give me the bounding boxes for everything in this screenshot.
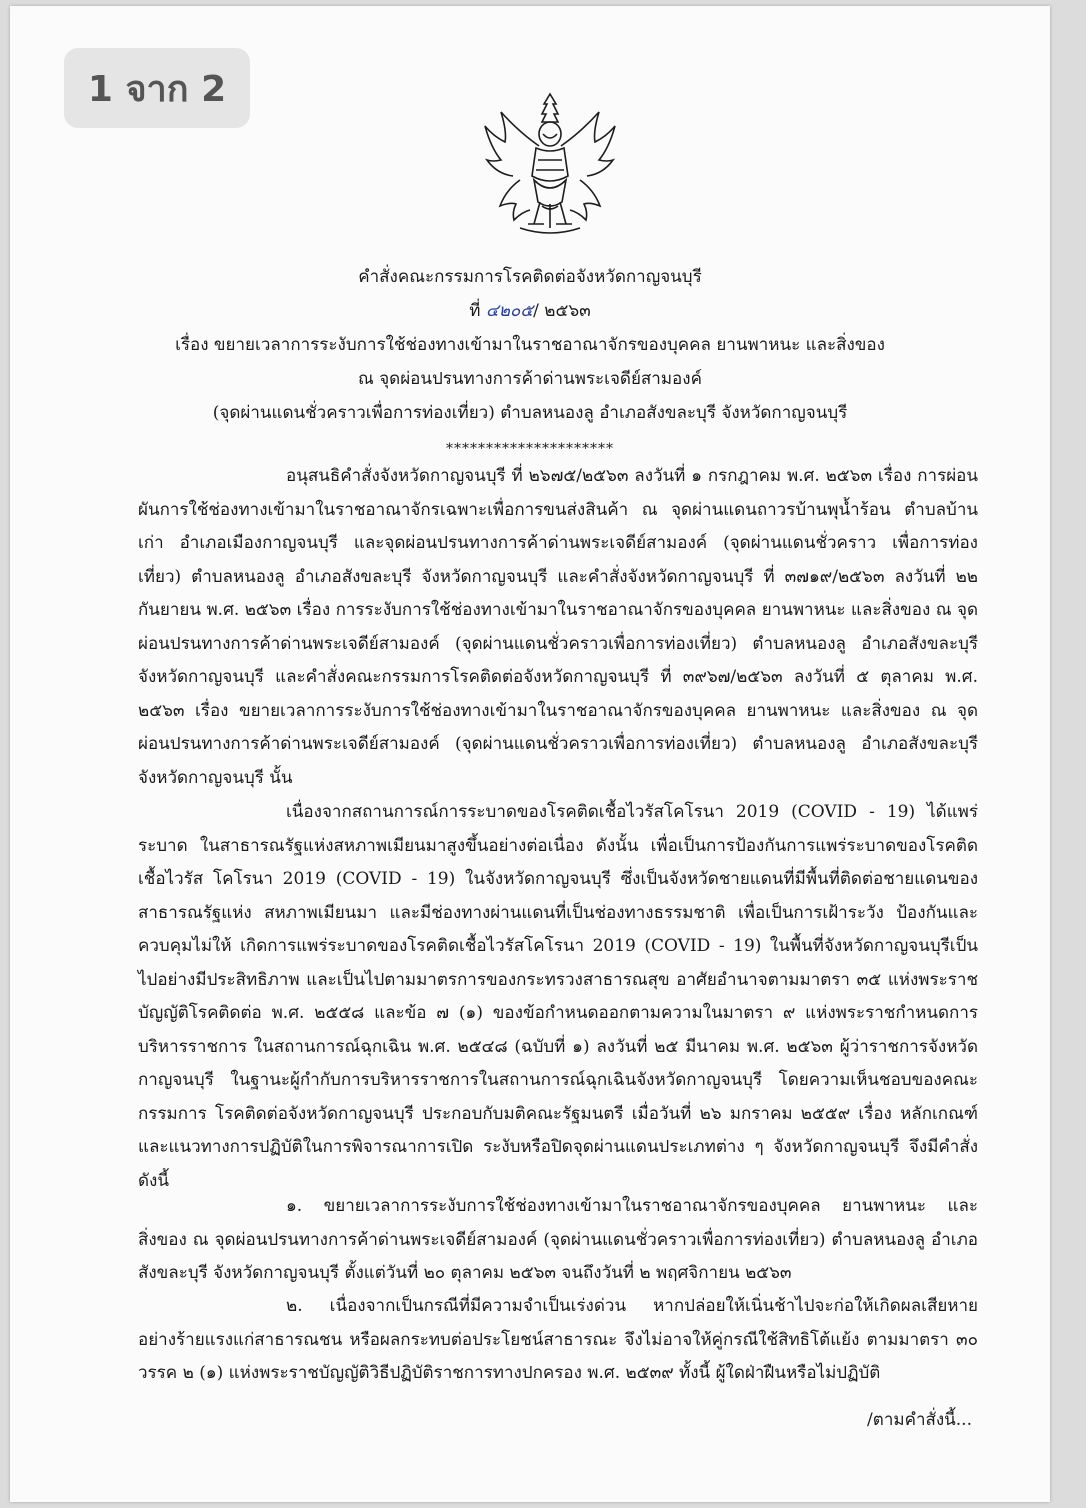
order-item-1 <box>138 1190 978 1291</box>
paragraph-1-text: อนุสนธิคำสั่งจังหวัดกาญจนบุรี ที่ ๒๖๗๕/๒๕๖๓ ลงวันที่ ๑ กรกฎาคม พ.ศ. ๒๕๖๓ เรื่อง การผ่อนผันการใช้ช่องทางเข้ามาในราชอาณาจักรเฉพาะเพื่อการขนส่งสินค้า ณ จุดผ่านแดนถาวรบ้านพุน้ำร้อน ตำบลบ้านเก่า อำเภอเมืองกาญจนบุรี และจุดผ่อนปรนทางการค้าด่านพระเจดีย์สามองค์ (จุดผ่านแดนชั่วคราว เพื่อการท่องเที่ยว) ตำบลหนองลู อำเภอสังขละบุรี จังหวัดกาญจนบุรี และคำสั่งจังหวัดกาญจนบุรี ที่ ๓๗๑๙/๒๕๖๓ ลงวันที่ ๒๒ กันยายน พ.ศ. ๒๕๖๓ เรื่อง การระงับการใช้ช่องทางเข้ามาในราชอาณาจักรของบุคคล ยานพาหนะ และสิ่งของ ณ จุดผ่อนปรนทางการค้าด่านพระเจดีย์สามองค์ (จุดผ่านแดนชั่วคราวเพื่อการท่องเที่ยว) ตำบลหนองลู อำเภอสังขละบุรี จังหวัดกาญจนบุรี และคำสั่งคณะกรรมการโรคติดต่อจังหวัดกาญจนบุรี ที่ ๓๙๖๗/๒๕๖๓ ลงวันที่ ๕ ตุลาคม พ.ศ. ๒๕๖๓ เรื่อง ขยายเวลาการระงับการใช้ช่องทางเข้ามาในราชอาณาจักรของบุคคล ยานพาหนะ และสิ่งของ ณ จุดผ่อนปรนทางการค้าด่านพระเจดีย์สามองค์ (จุดผ่านแดนชั่วคราวเพื่อการท่องเที่ยว) ตำบลหนองลู อำเภอสังขละบุรี จังหวัดกาญจนบุรี นั้น <box>138 466 978 788</box>
paragraph-reference <box>138 460 978 795</box>
paragraph-2-text: เนื่องจากสถานการณ์การระบาดของโรคติดเชื้อไวรัสโคโรนา 2019 (COVID - 19) ได้แพร่ระบาด ในสาธารณรัฐแห่งสหภาพเมียนมาสูงขึ้นอย่างต่อเนื่อง ดังนั้น เพื่อเป็นการป้องกันการแพร่ระบาดของโรคติดเชื้อไวรัส โคโรนา 2019 (COVID - 19) ในจังหวัดกาญจนบุรี ซึ่งเป็นจังหวัดชายแดนที่มีพื้นที่ติดต่อชายแดนของสาธารณรัฐแห่ง สหภาพเมียนมา และมีช่องทางผ่านแดนที่เป็นช่องทางธรรมชาติ เพื่อเป็นการเฝ้าระวัง ป้องกันและควบคุมไม่ให้ เกิดการแพร่ระบาดของโรคติดเชื้อไวรัสโคโรนา 2019 (COVID - 19) ในพื้นที่จังหวัดกาญจนบุรีเป็นไปอย่างมีประสิทธิภาพ และเป็นไปตามมาตรการของกระทรวงสาธารณสุข อาศัยอำนาจตามมาตรา ๓๕ แห่งพระราชบัญญัติโรคติดต่อ พ.ศ. ๒๕๕๘ และข้อ ๗ (๑) ของข้อกำหนดออกตามความในมาตรา ๙ แห่งพระราชกำหนดการบริหารราชการ ในสถานการณ์ฉุกเฉิน พ.ศ. ๒๕๔๘ (ฉบับที่ ๑) ลงวันที่ ๒๕ มีนาคม พ.ศ. ๒๕๖๓ ผู้ว่าราชการจังหวัดกาญจนบุรี ในฐานะผู้กำกับการบริหารราชการในสถานการณ์ฉุกเฉินจังหวัดกาญจนบุรี โดยความเห็นชอบของคณะกรรมการ โรคติดต่อจังหวัดกาญจนบุรี ประกอบกับมติคณะรัฐมนตรี เมื่อวันที่ ๒๖ มกราคม ๒๕๕๙ เรื่อง หลักเกณฑ์ และแนวทางการปฏิบัติในการพิจารณาการเปิด ระงับหรือปิดจุดผ่านแดนประเภทต่าง ๆ จังหวัดกาญจนบุรี จึงมีคำสั่ง ดังนี้ <box>138 802 978 1191</box>
order-number <box>10 294 1050 328</box>
separator-line: ********************* <box>446 441 614 457</box>
order-number-prefix: ที่ <box>469 301 481 321</box>
order-number-year: / ๒๕๖๓ <box>533 301 591 321</box>
order-item-2-text: ๒. เนื่องจากเป็นกรณีที่มีความจำเป็นเร่งด่วน หากปล่อยให้เนิ่นช้าไปจะก่อให้เกิดผลเสียหาย อย่างร้ายแรงแก่สาธารณชน หรือผลกระทบต่อประโยชน์สาธารณะ จึงไม่อาจให้คู่กรณีใช้สิทธิโต้แย้ง ตามมาตรา ๓๐ วรรค ๒ (๑) แห่งพระราชบัญญัติวิธีปฏิบัติราชการทางปกครอง พ.ศ. ๒๕๓๙ ทั้งนี้ ผู้ใดฝ่าฝืนหรือไม่ปฏิบัติ <box>138 1296 978 1383</box>
page-indicator: 1 จาก 2 <box>64 48 250 128</box>
subject-line-1: เรื่อง ขยายเวลาการระงับการใช้ช่องทางเข้ามาในราชอาณาจักรของบุคคล ยานพาหนะ และสิ่งของ <box>175 335 885 355</box>
order-number-handwritten: ๔๒๐๕ <box>485 301 534 321</box>
document-title: คำสั่งคณะกรรมการโรคติดต่อจังหวัดกาญจนบุรี <box>358 267 702 287</box>
continuation-note: /ตามคำสั่งนี้... <box>867 1410 972 1430</box>
document-page <box>10 6 1050 1502</box>
order-item-1-text: ๑. ขยายเวลาการระงับการใช้ช่องทางเข้ามาในราชอาณาจักรของบุคคล ยานพาหนะ และสิ่งของ ณ จุดผ่อนปรนทางการค้าด่านพระเจดีย์สามองค์ (จุดผ่านแดนชั่วคราวเพื่อการท่องเที่ยว) ตำบลหนองลู อำเภอสังขละบุรี จังหวัดกาญจนบุรี ตั้งแต่วันที่ ๒๐ ตุลาคม ๒๕๖๓ จนถึงวันที่ ๒ พฤศจิกายน ๒๕๖๓ <box>138 1196 978 1283</box>
paragraph-reason <box>138 796 978 1198</box>
order-item-2 <box>138 1290 978 1391</box>
garuda-emblem-icon <box>480 88 620 238</box>
subject-line-3: (จุดผ่านแดนชั่วคราวเพื่อการท่องเที่ยว) ตำบลหนองลู อำเภอสังขละบุรี จังหวัดกาญจนบุรี <box>212 403 848 423</box>
subject-line-2: ณ จุดผ่อนปรนทางการค้าด่านพระเจดีย์สามองค์ <box>358 369 702 389</box>
